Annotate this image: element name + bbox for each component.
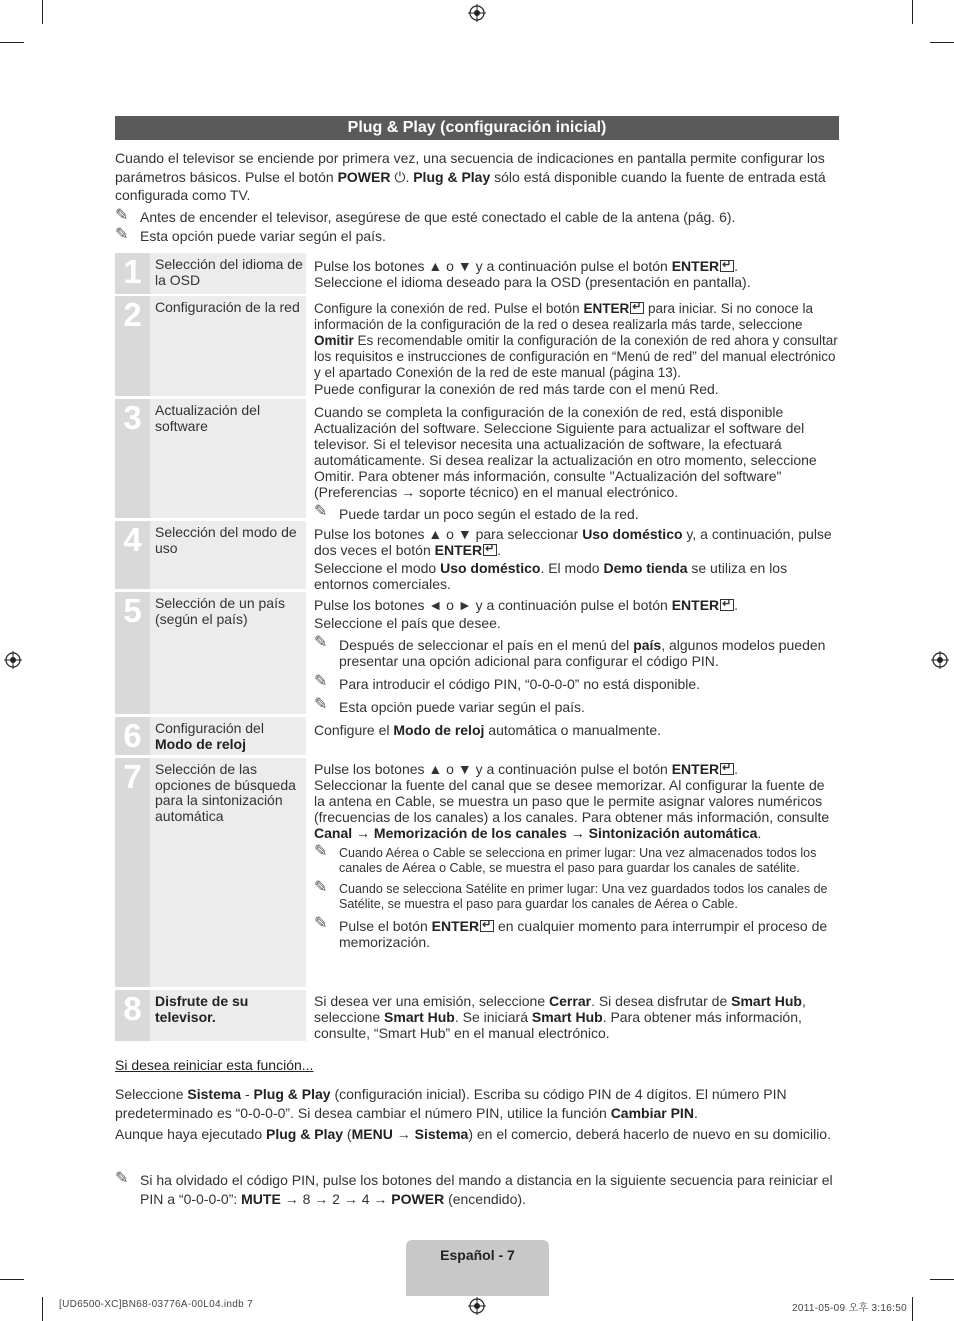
intro-text: Cuando el televisor se enciende por primera vez, una secuencia de indicaciones en pantalla permite configurar los parámetros básicos. Pulse el botón <box>115 150 825 185</box>
note-text: Para introducir el código PIN, “0-0-0-0” no está disponible. <box>339 676 701 692</box>
desc-text: Puede configurar la conexión de red más tarde con el menú Red. <box>314 381 719 397</box>
intro-text: sólo está disponible cuando la fuente de entrada está configurada como TV. <box>115 168 826 203</box>
note <box>314 503 839 522</box>
note-pencil-icon: ✎ <box>314 696 328 713</box>
desc-text: Si desea ver una emisión, seleccione <box>314 993 550 1009</box>
desc-text: Configure la conexión de red. Pulse el botón <box>314 301 584 316</box>
label-text-bold: Modo de reloj <box>155 735 246 752</box>
note-text: , algunos modelos pueden presentar una opción adicional para configurar el código PIN. <box>339 637 826 669</box>
step-3 <box>115 399 839 522</box>
note <box>314 696 839 715</box>
desc-text: para iniciar. Si no conoce la información de la configuración de la red o desea realizarla más tarde, seleccione <box>314 301 814 332</box>
intro-paragraph <box>115 149 839 205</box>
desc-text: . Si desea disfrutar de <box>591 993 732 1009</box>
step-label: Selección de las opciones de búsqueda para la sintonización automática <box>150 758 306 987</box>
desc-text: . Para obtener más información, consulte, “Smart Hub” en el manual electrónico. <box>314 1009 802 1041</box>
step-label: Configuración de la red <box>150 296 306 396</box>
step-4 <box>115 521 839 592</box>
desc-text: . <box>734 597 739 613</box>
note <box>314 634 839 669</box>
note-pencil-icon: ✎ <box>314 634 328 651</box>
smart-hub-label: Smart Hub <box>731 993 802 1009</box>
note-text: (encendido). <box>444 1190 526 1207</box>
desc-text: . El modo <box>540 560 604 576</box>
step-description <box>314 399 839 522</box>
step-2 <box>115 296 839 396</box>
desc-text: Seleccione el modo <box>314 560 441 576</box>
menu-path: Canal → Memorización de los canales → Sintonización automática <box>314 825 758 841</box>
desc-text: Pulse los botones ▲ o ▼ y a continuación pulse el botón <box>314 258 672 274</box>
step-label: Selección del modo de uso <box>150 521 306 589</box>
para-text: ) en el comercio, deberá hacerlo de nuevo en su domicilio. <box>468 1126 831 1142</box>
note-text: en cualquier momento para interrumpir el proceso de memorización. <box>339 918 828 950</box>
step-label: Disfrute de su televisor. <box>150 990 306 1041</box>
step-number: 5 <box>115 592 150 714</box>
registration-mark-icon <box>468 1297 486 1315</box>
note-text: → 8 → 2 → 4 → <box>280 1190 392 1207</box>
note-text: Antes de encender el televisor, asegúrese de que esté conectado el cable de la antena (pág. 6). <box>140 209 736 225</box>
step-number: 1 <box>115 253 150 294</box>
note <box>314 673 839 692</box>
note-pencil-icon: ✎ <box>314 673 328 690</box>
uso-label: Uso doméstico <box>582 526 683 542</box>
step-description <box>314 253 839 290</box>
step-description <box>314 592 839 715</box>
smart-hub-label: Smart Hub <box>384 1009 455 1025</box>
desc-text: Seleccione el país que desee. <box>314 615 501 631</box>
reset-paragraph-1 <box>115 1085 839 1122</box>
sistema-label: Sistema <box>187 1086 242 1102</box>
desc-text: automática o manualmente. <box>484 722 662 738</box>
enter-icon <box>720 599 734 611</box>
crop-mark <box>912 0 913 24</box>
note-text: Puede tardar un poco según el estado de la red. <box>339 506 639 522</box>
crop-mark <box>42 0 43 24</box>
desc-text: se utiliza en los entornos comerciales. <box>314 560 788 592</box>
step-6 <box>115 717 839 755</box>
note-pencil-icon: ✎ <box>314 879 328 896</box>
enter-icon <box>720 763 734 775</box>
power-label: POWER <box>391 1190 445 1207</box>
note-pencil-icon: ✎ <box>115 226 129 243</box>
step-label <box>150 717 306 755</box>
enter-icon <box>480 920 494 932</box>
enter-label: ENTER <box>671 761 720 777</box>
registration-mark-icon <box>931 651 949 669</box>
note-text: Cuando se selecciona Satélite en primer lugar: Una vez guardados todos los canales de Satélite, se muestra el paso para guardar los canales de Aérea o Cable. <box>339 882 828 911</box>
step-description <box>314 758 839 950</box>
note-text: Si ha olvidado el código PIN, pulse los botones del mando a distancia en la siguiente secuencia para reiniciar el PIN a “0-0-0-0”: <box>140 1172 833 1207</box>
omitir-label: Omitir <box>314 333 354 348</box>
desc-text: Pulse los botones ▲ o ▼ para seleccionar <box>314 526 583 542</box>
note-text: Pulse el botón <box>339 918 432 934</box>
para-text: Aunque haya ejecutado <box>115 1126 267 1142</box>
desc-text: Es recomendable omitir la configuración de la conexión de red ahora y consultar los requisitos e instrucciones de configuración en “Menú de red” del manual electrónico y el apartado Conexión de la red de este manual (página 13). <box>314 333 838 380</box>
pais-label: país <box>633 637 662 653</box>
note <box>314 879 839 912</box>
reset-note <box>115 1171 839 1208</box>
step-number: 6 <box>115 717 150 755</box>
cambiar-pin-label: Cambiar PIN <box>610 1104 694 1121</box>
desc-text: Pulse los botones ◄ o ► y a continuación pulse el botón <box>314 597 672 613</box>
crop-mark <box>0 1279 24 1280</box>
enter-label: ENTER <box>671 597 720 613</box>
enter-label: ENTER <box>671 258 720 274</box>
para-text: . <box>693 1104 698 1121</box>
desc-text: Seleccione el idioma deseado para la OSD (presentación en pantalla). <box>314 274 751 290</box>
plug-play-label: Plug & Play <box>413 168 491 185</box>
page-number: Español - 7 <box>440 1247 515 1263</box>
step-label: Actualización del software <box>150 399 306 518</box>
step-label: Selección de un país (según el país) <box>150 592 306 714</box>
modo-label: Modo de reloj <box>393 722 485 738</box>
plug-play-label: Plug & Play <box>253 1086 331 1102</box>
note <box>314 843 839 876</box>
note-pencil-icon: ✎ <box>314 843 328 860</box>
note-pencil-icon: ✎ <box>115 1170 129 1187</box>
step-number: 4 <box>115 521 150 589</box>
section-title: Plug & Play (configuración inicial) <box>115 116 839 140</box>
menu-label: MENU <box>351 1126 393 1142</box>
note-pencil-icon: ✎ <box>314 503 328 520</box>
file-slug: [UD6500-XC]BN68-03776A-00L04.indb 7 <box>59 1299 253 1310</box>
registration-mark-icon <box>468 4 486 22</box>
note-pencil-icon: ✎ <box>115 207 129 224</box>
desc-text: . <box>734 258 739 274</box>
label-text: Configuración del <box>155 720 264 736</box>
reset-paragraph-2 <box>115 1125 839 1144</box>
intro-text: . <box>405 168 414 185</box>
step-description <box>314 717 839 738</box>
para-text: - <box>241 1086 254 1102</box>
crop-mark <box>930 42 954 43</box>
enter-icon <box>720 260 734 272</box>
desc-text: Seleccionar la fuente del canal que se desee memorizar. Al configurar la fuente de la antena en Cable, se muestra un paso que le permite asignar valores numéricos (frecuencias de los canales) a los canales. Para obtener más información, consulte <box>314 777 830 825</box>
enter-label: ENTER <box>431 918 480 934</box>
power-icon: ⏻ <box>394 168 406 185</box>
crop-mark <box>912 1297 913 1321</box>
note <box>314 915 839 950</box>
step-number: 2 <box>115 296 150 396</box>
crop-mark <box>930 1279 954 1280</box>
step-number: 7 <box>115 758 150 987</box>
para-text: → <box>392 1126 415 1142</box>
note <box>115 227 839 246</box>
step-number: 8 <box>115 990 150 1041</box>
step-description <box>314 990 839 1041</box>
note-text: Esta opción puede variar según el país. <box>140 228 386 244</box>
desc-text: . <box>497 542 501 558</box>
desc-text: , seleccione <box>314 993 806 1025</box>
enter-label: ENTER <box>434 542 483 558</box>
step-label: Selección del idioma de la OSD <box>150 253 306 294</box>
desc-text: Cuando se completa la configuración de la conexión de red, está disponible Actualización del software. Seleccione Siguiente para actualizar el software del televisor. Si el televisor necesita una actualización de software, la efectuará automáticamente. Si desea realizar la actualización en otro momento, seleccione Omitir. Para obtener más información, consulte "Actualización del software" (Preferencias → soporte técnico) en el manual electrónico. <box>314 404 817 500</box>
enter-label: ENTER <box>583 301 630 316</box>
para-text: Seleccione <box>115 1086 188 1102</box>
plug-play-label: Plug & Play <box>266 1126 344 1142</box>
desc-text: . <box>734 761 739 777</box>
step-description <box>314 521 839 592</box>
power-label: POWER <box>337 168 391 185</box>
step-1 <box>115 253 839 294</box>
para-text: (configuración inicial). Escriba su código PIN de 4 dígitos. El número PIN predeterminado es “0-0-0-0”. Si desea cambiar el número PIN, utilice la función <box>115 1086 787 1121</box>
date-slug: 2011-05-09 오후 3:16:50 <box>792 1303 907 1314</box>
note <box>115 208 839 227</box>
step-number: 3 <box>115 399 150 518</box>
desc-text: . <box>757 825 762 841</box>
smart-hub-label: Smart Hub <box>531 1009 603 1025</box>
uso-label: Uso doméstico <box>440 560 541 576</box>
enter-icon <box>630 302 644 314</box>
cerrar-label: Cerrar <box>549 993 592 1009</box>
step-7 <box>115 758 839 987</box>
demo-label: Demo tienda <box>603 560 688 576</box>
step-description <box>314 296 839 397</box>
note-pencil-icon: ✎ <box>314 915 328 932</box>
note-text: Cuando Aérea o Cable se selecciona en primer lugar: Una vez almacenados todos los canales de Aérea o Cable, se muestra el paso para guardar los canales de satélite. <box>339 846 817 875</box>
desc-text: y, a continuación, pulse dos veces el botón <box>314 526 832 558</box>
crop-mark <box>0 42 24 43</box>
enter-icon <box>483 544 497 556</box>
sistema-label: Sistema <box>414 1126 469 1142</box>
step-5 <box>115 592 839 714</box>
registration-mark-icon <box>4 651 22 669</box>
para-text: ( <box>343 1126 352 1142</box>
mute-label: MUTE <box>241 1190 281 1207</box>
desc-text: Configure el <box>314 722 394 738</box>
crop-mark <box>42 1297 43 1321</box>
desc-text: . Se iniciará <box>454 1009 532 1025</box>
reset-heading: Si desea reiniciar esta función... <box>115 1057 314 1073</box>
desc-text: Pulse los botones ▲ o ▼ y a continuación pulse el botón <box>314 761 672 777</box>
note-text: Después de seleccionar el país en el menú del <box>339 637 634 653</box>
note-text: Esta opción puede variar según el país. <box>339 699 585 715</box>
step-8 <box>115 990 839 1041</box>
